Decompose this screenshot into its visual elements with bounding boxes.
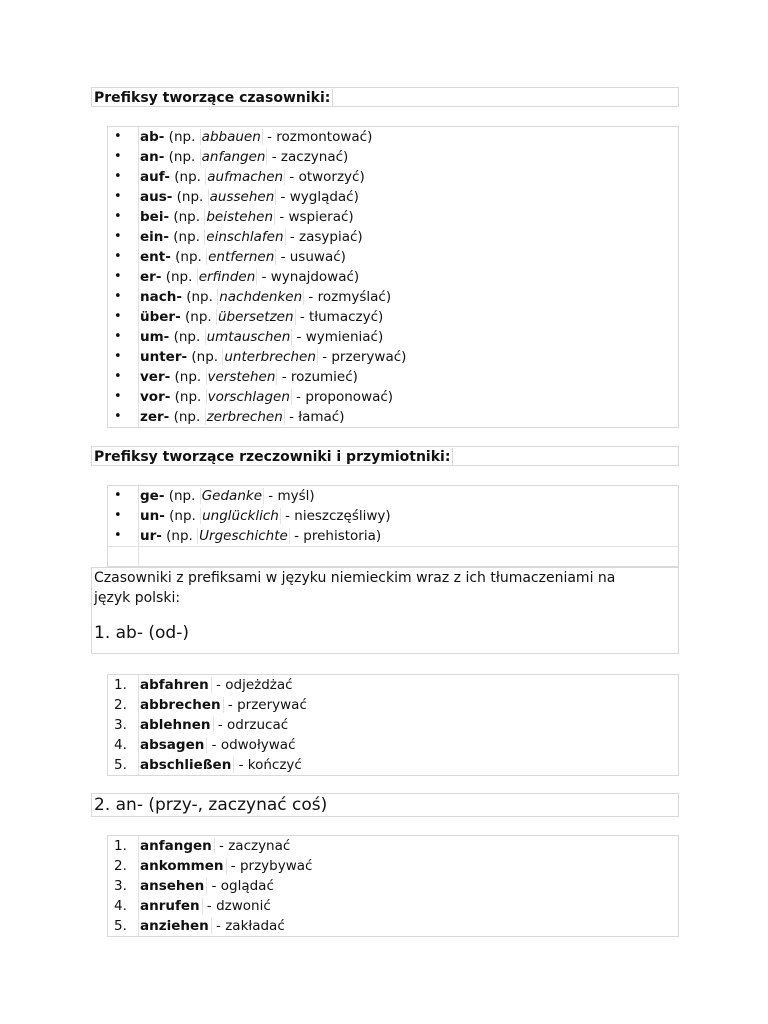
item-number: 4. bbox=[114, 737, 127, 753]
prefix-label: zer- bbox=[140, 409, 170, 425]
bullet-icon: • bbox=[114, 309, 122, 324]
list-item bbox=[108, 755, 678, 775]
item-number: 3. bbox=[114, 717, 127, 733]
prefix-label: über- bbox=[140, 309, 181, 325]
verbs-heading bbox=[91, 87, 679, 107]
example-translation: - myśl) bbox=[264, 488, 315, 504]
example-translation: - zaczynać) bbox=[267, 149, 349, 165]
bullet-icon: • bbox=[114, 149, 122, 164]
list-item bbox=[108, 327, 678, 347]
list-item bbox=[108, 267, 678, 287]
prefix-label: er- bbox=[140, 269, 162, 285]
example-translation: - tłumaczyć) bbox=[295, 309, 384, 325]
example-word: beistehen bbox=[206, 209, 274, 225]
prefix-label: ein- bbox=[140, 229, 169, 245]
verb-translation: - przerywać bbox=[223, 697, 307, 713]
list-item bbox=[108, 387, 678, 407]
example-open: (np. bbox=[170, 369, 206, 385]
prefix-label: nach- bbox=[140, 289, 182, 305]
example-open: (np. bbox=[164, 129, 200, 145]
verb-word: anrufen bbox=[140, 898, 203, 914]
verb-word: abbrechen bbox=[140, 697, 224, 713]
item-number: 5. bbox=[114, 757, 127, 773]
intro-block bbox=[91, 567, 679, 654]
list-item bbox=[108, 836, 678, 856]
verb-translation: - odjeżdżać bbox=[211, 677, 293, 693]
list-item bbox=[108, 287, 678, 307]
example-word: Urgeschichte bbox=[199, 528, 288, 544]
example-open: (np. bbox=[169, 209, 205, 225]
verb-word: abfahren bbox=[140, 677, 212, 693]
bullet-icon: • bbox=[114, 209, 122, 224]
bullet-icon: • bbox=[114, 409, 122, 424]
list-item bbox=[108, 856, 678, 876]
verb-word: abschließen bbox=[140, 757, 234, 773]
example-word: zerbrechen bbox=[206, 409, 283, 425]
item-number: 2. bbox=[114, 858, 127, 874]
example-open: (np. bbox=[164, 149, 200, 165]
verbs-heading-text: Prefiksy tworzące czasowniki: bbox=[94, 89, 333, 107]
verb-translation: - oglądać bbox=[207, 878, 274, 894]
example-word: Gedanke bbox=[201, 488, 263, 504]
example-translation: - łamać) bbox=[284, 409, 345, 425]
list-item bbox=[108, 896, 678, 916]
list-item bbox=[108, 247, 678, 267]
bullet-icon: • bbox=[114, 389, 122, 404]
example-open: (np. bbox=[172, 189, 208, 205]
bullet-icon: • bbox=[114, 169, 122, 184]
example-translation: - nieszczęśliwy) bbox=[280, 508, 391, 524]
list-item bbox=[108, 187, 678, 207]
verb-translation: - zaczynać bbox=[214, 838, 291, 854]
group1-heading: 1. ab- (od-) bbox=[94, 623, 189, 643]
example-open: (np. bbox=[161, 269, 197, 285]
example-translation: - otworzyć) bbox=[285, 169, 365, 185]
group2-list bbox=[107, 835, 679, 937]
example-translation: - rozmontować) bbox=[262, 129, 373, 145]
nouns-heading bbox=[91, 446, 679, 466]
example-open: (np. bbox=[161, 528, 198, 544]
bullet-icon: • bbox=[114, 229, 122, 244]
prefix-label: ent- bbox=[140, 249, 171, 265]
prefix-label: aus- bbox=[140, 189, 173, 205]
list-item bbox=[108, 367, 678, 387]
prefix-label: bei- bbox=[140, 209, 170, 225]
bullet-icon: • bbox=[114, 249, 122, 264]
list-item bbox=[108, 347, 678, 367]
list-item bbox=[108, 207, 678, 227]
item-number: 1. bbox=[114, 838, 127, 854]
example-word: nachdenken bbox=[219, 289, 303, 305]
example-translation: - usuwać) bbox=[276, 249, 346, 265]
verb-translation: - zakładać bbox=[211, 918, 285, 934]
prefix-label: auf- bbox=[140, 169, 170, 185]
verb-word: ablehnen bbox=[140, 717, 214, 733]
example-open: (np. bbox=[170, 249, 207, 265]
example-open: (np. bbox=[170, 389, 206, 405]
document-page bbox=[91, 87, 679, 937]
item-number: 2. bbox=[114, 697, 127, 713]
example-translation: - proponować) bbox=[291, 389, 394, 405]
example-word: aufmachen bbox=[207, 169, 284, 185]
item-number: 1. bbox=[114, 677, 127, 693]
example-translation: - prehistoria) bbox=[289, 528, 382, 544]
prefix-label: an- bbox=[140, 149, 165, 165]
list-item bbox=[108, 876, 678, 896]
prefix-label: ver- bbox=[140, 369, 171, 385]
verb-word: ankommen bbox=[140, 858, 227, 874]
example-word: abbauen bbox=[201, 129, 261, 145]
example-translation: - przerywać) bbox=[317, 349, 407, 365]
verb-translation: - dzwonić bbox=[202, 898, 271, 914]
verb-prefix-list bbox=[107, 126, 679, 428]
bullet-icon: • bbox=[114, 329, 122, 344]
example-word: umtauschen bbox=[206, 329, 291, 345]
prefix-label: un- bbox=[140, 508, 165, 524]
verb-word: ansehen bbox=[140, 878, 207, 894]
prefix-label: ur- bbox=[140, 528, 162, 544]
list-item bbox=[108, 506, 678, 526]
item-number: 5. bbox=[114, 918, 127, 934]
example-open: (np. bbox=[181, 289, 218, 305]
verb-word: absagen bbox=[140, 737, 207, 753]
list-item bbox=[108, 526, 678, 546]
intro-paragraph: Czasowniki z prefiksami w języku niemieckim wraz z ich tłumaczeniami na język polski: bbox=[94, 570, 616, 606]
list-item bbox=[108, 407, 678, 427]
list-item bbox=[108, 715, 678, 735]
list-item bbox=[108, 916, 678, 936]
example-translation: - wymieniać) bbox=[292, 329, 384, 345]
prefix-label: ab- bbox=[140, 129, 165, 145]
bullet-icon: • bbox=[114, 528, 122, 543]
bullet-icon: • bbox=[114, 289, 122, 304]
example-word: unglücklich bbox=[202, 508, 279, 524]
example-open: (np. bbox=[164, 488, 200, 504]
example-word: vorschlagen bbox=[207, 389, 290, 405]
group2-heading: 2. an- (przy-, zaczynać coś) bbox=[94, 795, 328, 815]
list-item bbox=[108, 167, 678, 187]
prefix-label: vor- bbox=[140, 389, 171, 405]
example-word: entfernen bbox=[208, 249, 275, 265]
verb-translation: - przybywać bbox=[226, 858, 313, 874]
example-translation: - rozmyślać) bbox=[304, 289, 392, 305]
verb-translation: - odwoływać bbox=[207, 737, 296, 753]
verb-word: anziehen bbox=[140, 918, 212, 934]
example-translation: - wyglądać) bbox=[276, 189, 359, 205]
example-word: verstehen bbox=[207, 369, 276, 385]
verb-word: anfangen bbox=[140, 838, 215, 854]
example-word: erfinden bbox=[198, 269, 256, 285]
bullet-icon: • bbox=[114, 189, 122, 204]
list-item bbox=[108, 127, 678, 147]
list-item bbox=[108, 675, 678, 695]
list-item bbox=[108, 307, 678, 327]
item-number: 3. bbox=[114, 878, 127, 894]
example-word: einschlafen bbox=[206, 229, 284, 245]
example-open: (np. bbox=[187, 349, 223, 365]
example-word: unterbrechen bbox=[224, 349, 316, 365]
example-word: anfangen bbox=[201, 149, 266, 165]
example-open: (np. bbox=[169, 409, 205, 425]
prefix-label: ge- bbox=[140, 488, 165, 504]
example-translation: - wynajdować) bbox=[257, 269, 360, 285]
list-item bbox=[108, 486, 678, 506]
example-word: aussehen bbox=[209, 189, 275, 205]
example-translation: - zasypiać) bbox=[285, 229, 363, 245]
example-open: (np. bbox=[164, 508, 201, 524]
example-open: (np. bbox=[169, 229, 205, 245]
group1-list bbox=[107, 674, 679, 776]
example-open: (np. bbox=[169, 169, 206, 185]
example-open: (np. bbox=[169, 329, 205, 345]
nouns-heading-text: Prefiksy tworzące rzeczowniki i przymiotniki: bbox=[94, 448, 453, 466]
example-translation: - wspierać) bbox=[275, 209, 354, 225]
list-item bbox=[108, 227, 678, 247]
list-item bbox=[108, 695, 678, 715]
bullet-icon: • bbox=[114, 508, 122, 523]
bullet-icon: • bbox=[114, 369, 122, 384]
verb-translation: - kończyć bbox=[234, 757, 302, 773]
bullet-icon: • bbox=[114, 269, 122, 284]
bullet-icon: • bbox=[114, 349, 122, 364]
prefix-label: unter- bbox=[140, 349, 188, 365]
list-item bbox=[108, 147, 678, 167]
prefix-label: um- bbox=[140, 329, 170, 345]
bullet-icon: • bbox=[114, 488, 122, 503]
example-word: übersetzen bbox=[217, 309, 294, 325]
list-item bbox=[108, 735, 678, 755]
empty-list-row bbox=[108, 546, 678, 566]
item-number: 4. bbox=[114, 898, 127, 914]
bullet-icon: • bbox=[114, 129, 122, 144]
example-open: (np. bbox=[180, 309, 216, 325]
noun-prefix-list bbox=[107, 485, 679, 567]
example-translation: - rozumieć) bbox=[277, 369, 358, 385]
group2-heading-box bbox=[91, 793, 679, 817]
verb-translation: - odrzucać bbox=[213, 717, 289, 733]
